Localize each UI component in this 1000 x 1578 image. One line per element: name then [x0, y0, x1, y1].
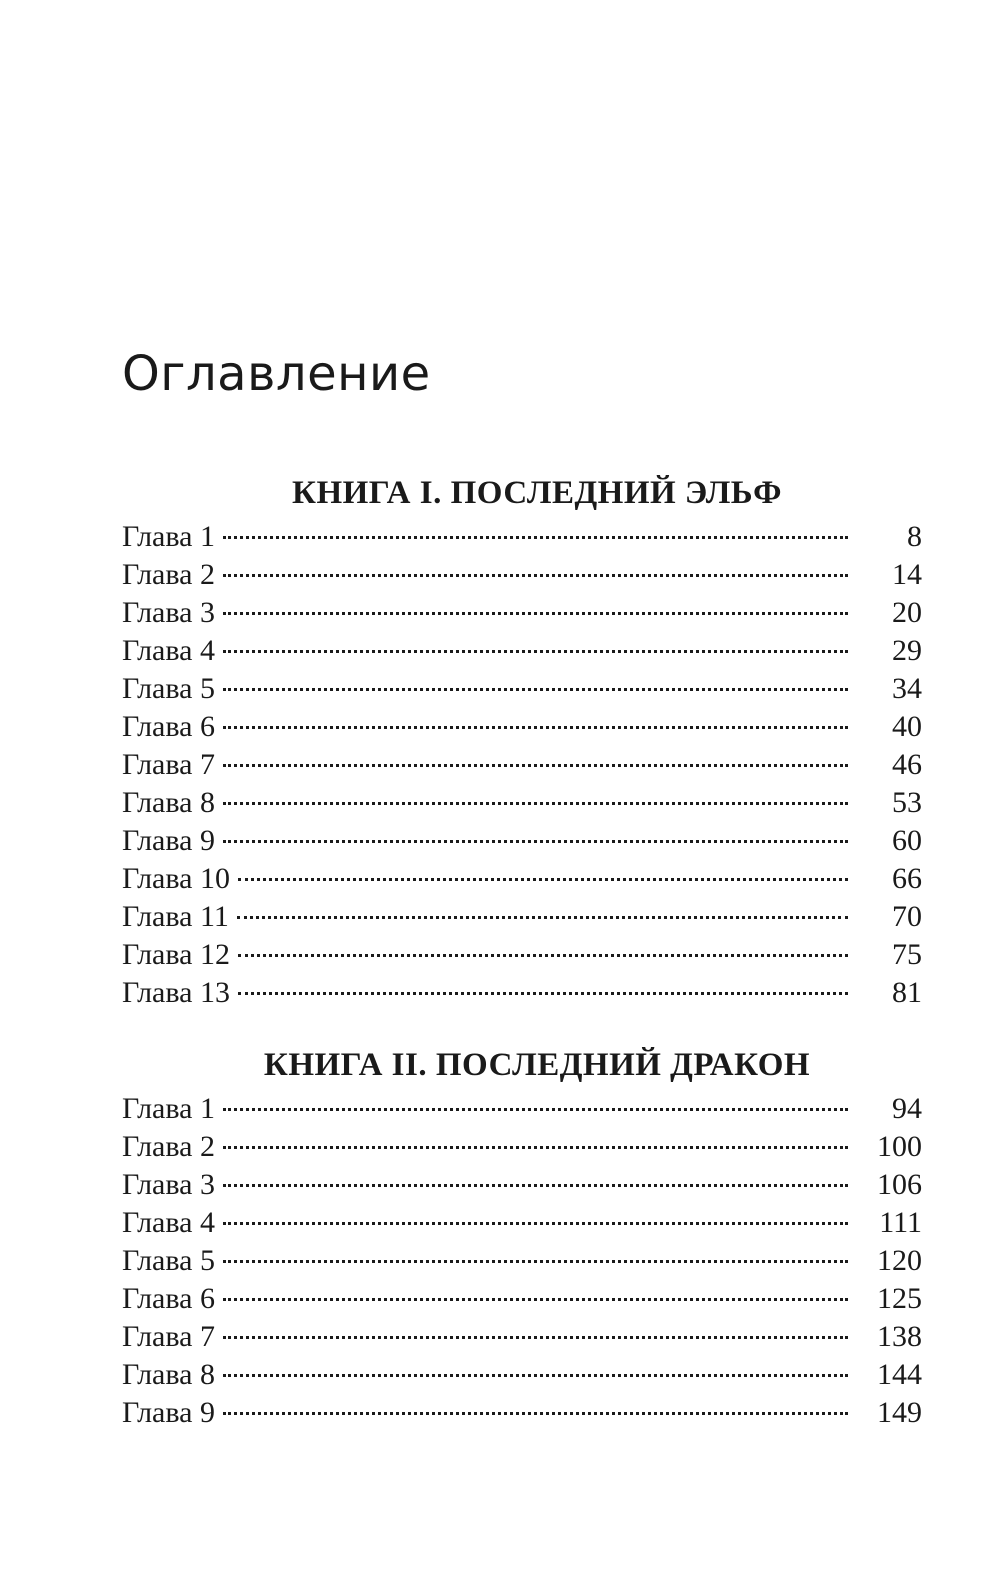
dot-leader [223, 1146, 848, 1149]
chapter-label: Глава 7 [122, 748, 215, 781]
chapter-label: Глава 3 [122, 1168, 215, 1201]
page-number: 75 [892, 938, 922, 971]
toc-entry [122, 936, 922, 974]
chapter-label: Глава 1 [122, 1092, 215, 1125]
toc-entry [122, 1128, 922, 1166]
page-number: 29 [892, 634, 922, 667]
dot-leader [223, 688, 848, 691]
dot-leader [223, 1184, 848, 1187]
page-number: 81 [892, 976, 922, 1009]
toc-entry [122, 708, 922, 746]
page-number: 14 [892, 558, 922, 591]
book-heading: КНИГА II. ПОСЛЕДНИЙ ДРАКОН [263, 1047, 811, 1083]
page-number: 120 [877, 1244, 922, 1277]
toc-entry [122, 784, 922, 822]
chapter-label: Глава 8 [122, 786, 215, 819]
page-number: 66 [892, 862, 922, 895]
page-number: 60 [892, 824, 922, 857]
page-number: 106 [877, 1168, 922, 1201]
book-1-section [122, 470, 922, 1012]
chapter-label: Глава 13 [122, 976, 230, 1009]
dot-leader [223, 1336, 848, 1339]
page-number: 8 [907, 520, 922, 553]
page-number: 40 [892, 710, 922, 743]
toc-entry [122, 1090, 922, 1128]
page-title: Оглавление [122, 346, 431, 402]
page-number: 70 [892, 900, 922, 933]
chapter-label: Глава 6 [122, 1282, 215, 1315]
toc-entry [122, 1394, 922, 1432]
chapter-label: Глава 1 [122, 520, 215, 553]
chapter-label: Глава 12 [122, 938, 230, 971]
dot-leader [238, 878, 848, 881]
book-heading: КНИГА I. ПОСЛЕДНИЙ ЭЛЬФ [292, 475, 782, 511]
page-number: 20 [892, 596, 922, 629]
page-number: 138 [877, 1320, 922, 1353]
toc-entry [122, 860, 922, 898]
chapter-label: Глава 3 [122, 596, 215, 629]
toc-entry [122, 556, 922, 594]
dot-leader [223, 1260, 848, 1263]
toc-list [122, 518, 922, 1012]
chapter-label: Глава 8 [122, 1358, 215, 1391]
dot-leader [237, 916, 848, 919]
toc-entry [122, 898, 922, 936]
chapter-label: Глава 4 [122, 1206, 215, 1239]
chapter-label: Глава 9 [122, 1396, 215, 1429]
dot-leader [223, 802, 848, 805]
dot-leader [238, 992, 848, 995]
chapter-label: Глава 2 [122, 558, 215, 591]
page-number: 94 [892, 1092, 922, 1125]
toc-entry [122, 746, 922, 784]
toc-list [122, 1090, 922, 1432]
toc-entry [122, 822, 922, 860]
page-number: 125 [877, 1282, 922, 1315]
dot-leader [223, 612, 848, 615]
chapter-label: Глава 9 [122, 824, 215, 857]
page-number: 34 [892, 672, 922, 705]
dot-leader [223, 1412, 848, 1415]
page-number: 111 [879, 1206, 922, 1239]
toc-entry [122, 670, 922, 708]
dot-leader [223, 1108, 848, 1111]
chapter-label: Глава 7 [122, 1320, 215, 1353]
toc-entry [122, 594, 922, 632]
toc-entry [122, 1280, 922, 1318]
toc-entry [122, 518, 922, 556]
chapter-label: Глава 4 [122, 634, 215, 667]
page-number: 144 [877, 1358, 922, 1391]
toc-entry [122, 632, 922, 670]
chapter-label: Глава 10 [122, 862, 230, 895]
dot-leader [223, 1298, 848, 1301]
dot-leader [223, 726, 848, 729]
toc-entry [122, 1204, 922, 1242]
page-number: 149 [877, 1396, 922, 1429]
book-2-section [122, 1042, 922, 1432]
dot-leader [223, 650, 848, 653]
chapter-label: Глава 5 [122, 1244, 215, 1277]
page-number: 53 [892, 786, 922, 819]
chapter-label: Глава 6 [122, 710, 215, 743]
toc-entry [122, 1356, 922, 1394]
dot-leader [223, 840, 848, 843]
toc-entry [122, 1242, 922, 1280]
chapter-label: Глава 11 [122, 900, 229, 933]
toc-entry [122, 1318, 922, 1356]
chapter-label: Глава 2 [122, 1130, 215, 1163]
dot-leader [223, 1374, 848, 1377]
dot-leader [223, 764, 848, 767]
dot-leader [223, 1222, 848, 1225]
dot-leader [223, 574, 848, 577]
toc-entry [122, 974, 922, 1012]
dot-leader [223, 536, 848, 539]
page-number: 46 [892, 748, 922, 781]
toc-entry [122, 1166, 922, 1204]
dot-leader [238, 954, 848, 957]
page-number: 100 [877, 1130, 922, 1163]
chapter-label: Глава 5 [122, 672, 215, 705]
